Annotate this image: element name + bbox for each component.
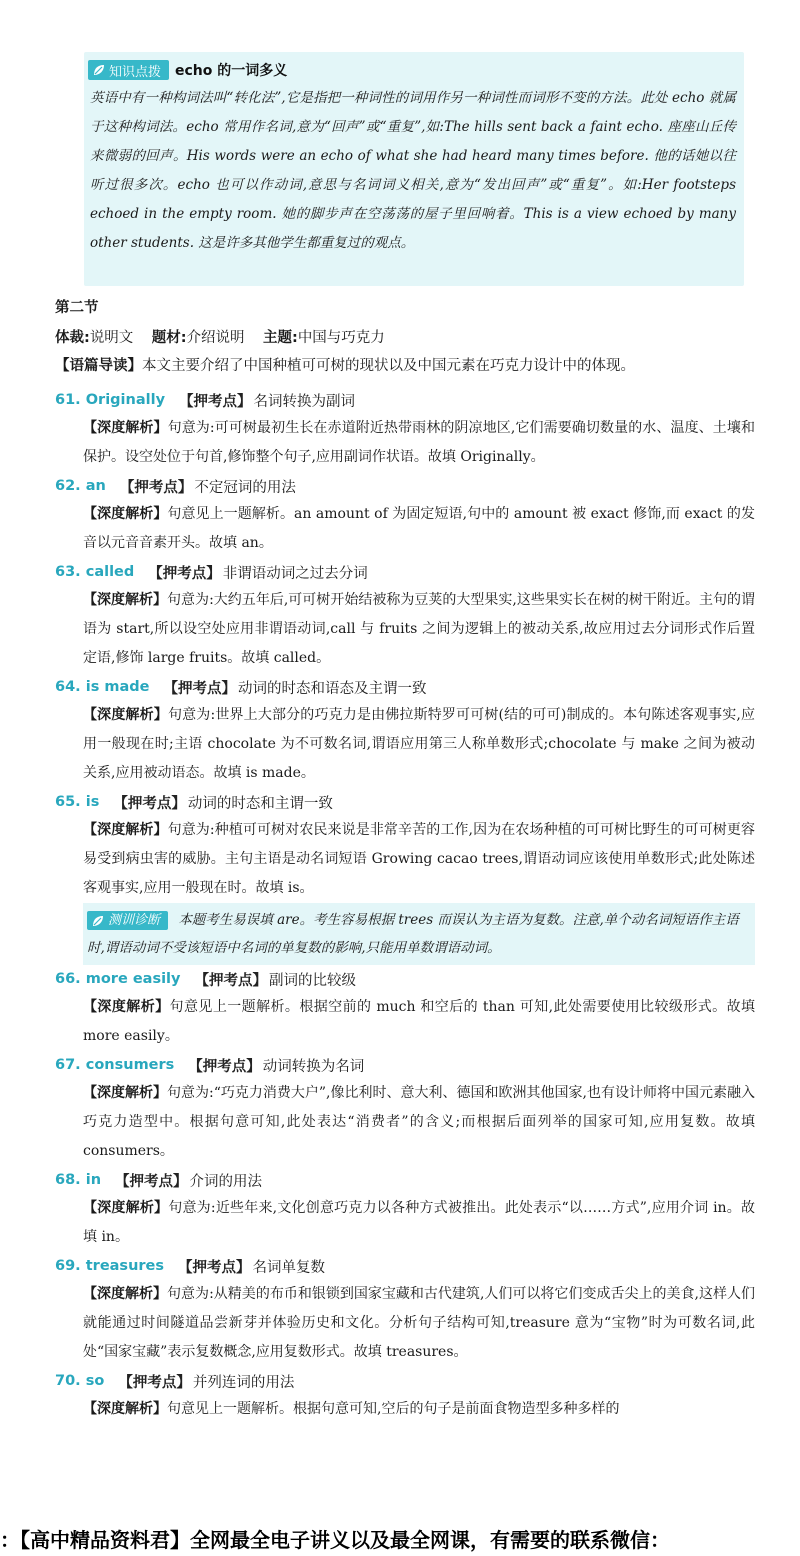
answer-list	[55, 386, 755, 1424]
answer-item	[55, 386, 755, 472]
answer-line	[55, 472, 755, 500]
analysis	[83, 993, 755, 1051]
kp-text: 动词的时态和主谓一致	[187, 795, 333, 812]
knowledge-box	[84, 52, 744, 286]
answer-line	[55, 965, 755, 993]
test-diagnosis-box	[83, 903, 755, 965]
kp-text: 非谓语动词之过去分词	[222, 565, 368, 582]
test-tag	[87, 911, 168, 930]
answer: 70. so	[55, 1373, 105, 1389]
kp-text: 名词单复数	[252, 1259, 326, 1276]
kp-text: 介词的用法	[189, 1173, 263, 1190]
answer-item	[55, 788, 755, 903]
guide-label: 【语篇导读】	[55, 358, 142, 374]
kp-label: 【押考点】	[148, 565, 221, 582]
kp-label: 【押考点】	[118, 1374, 191, 1391]
theme-value: 中国与巧克力	[297, 330, 385, 346]
analysis-text: 句意为:从精美的布币和银锁到国家宝藏和古代建筑,人们可以将它们变成舌尖上的美食,这样人们就能通过时间隧道品尝新芽并体验历史和文化。分析句子结构可知,treasure 意为“宝物”时为可数名词,此处“国家宝藏”表示复数概念,应用复数形式。故填 treasures。	[83, 1286, 755, 1360]
kp-text: 副词的比较级	[268, 972, 356, 989]
answer: 63. called	[55, 564, 135, 580]
footer-banner: ：【高中精品资料君】全网最全电子讲义以及最全网课，有需要的联系微信：	[0, 1528, 670, 1552]
analysis	[83, 1395, 755, 1424]
kp-label: 【押考点】	[113, 795, 186, 812]
kp-label: 【押考点】	[194, 972, 267, 989]
analysis	[83, 816, 755, 903]
topic-value: 介绍说明	[186, 330, 245, 346]
answer-item	[55, 965, 755, 1051]
answer-line	[55, 1051, 755, 1079]
answer: 65. is	[55, 794, 100, 810]
answer-item	[55, 472, 755, 558]
analysis-label: 【深度解析】	[83, 1401, 167, 1417]
theme-label: 主题:	[263, 330, 298, 346]
analysis-label: 【深度解析】	[83, 420, 168, 436]
answer: 69. treasures	[55, 1258, 165, 1274]
analysis-text: 句意为:可可树最初生长在赤道附近热带雨林的阴凉地区,它们需要确切数量的水、温度、土壤和保护。设空处位于句首,修饰整个句子,应用副词作状语。故填 Originally。	[83, 420, 755, 465]
answer: 68. in	[55, 1172, 102, 1188]
section-meta	[55, 326, 755, 347]
analysis-label: 【深度解析】	[83, 1286, 168, 1302]
kp-label: 【押考点】	[119, 479, 193, 496]
knowledge-tag	[88, 60, 169, 80]
analysis	[83, 1280, 755, 1367]
section-heading: 第二节	[55, 300, 99, 316]
analysis	[83, 701, 755, 788]
kp-text: 不定冠词的用法	[194, 479, 296, 496]
kp-label: 【押考点】	[163, 680, 236, 697]
knowledge-tag-label: 知识点拨	[109, 64, 162, 80]
answer-item	[55, 1166, 755, 1252]
section-title	[55, 296, 755, 317]
leaf-icon	[91, 914, 105, 928]
analysis-label: 【深度解析】	[83, 506, 168, 522]
analysis	[83, 414, 755, 472]
knowledge-body: 英语中有一种构词法叫“转化法”,它是指把一种词性的词用作另一种词性而词形不变的方法。此处 echo 就属于这种构词法。echo 常用作名词,意为“回声”或“重复”,如:The hills sent back a faint echo. 座座山丘传来微弱的回声。His words were an echo of what she had heard many times before. 他的话她以往听过很多次。echo 也可以作动词,意思与名词词义相关,意为“发出回声”或“重复”。如:Her footsteps echoed in the empty room. 她的脚步声在空荡荡的屋子里回响着。This is a view echoed by many other students. 这是许多其他学生都重复过的观点。	[90, 90, 736, 251]
kp-text: 动词转换为名词	[262, 1058, 365, 1075]
kp-text: 并列连词的用法	[192, 1374, 295, 1391]
analysis-text: 句意见上一题解析。an amount of 为固定短语,句中的 amount 被 exact 修饰,而 exact 的发音以元音音素开头。故填 an。	[83, 506, 756, 551]
knowledge-title: echo 的一词多义	[175, 63, 288, 79]
answer-line	[55, 386, 755, 414]
analysis-text: 句意为:大约五年后,可可树开始结被称为豆荚的大型果实,这些果实长在树的树干附近。主句的谓语为 start,所以设空处应用非谓语动词,call 与 fruits 之间为逻辑上的被动关系,故应用过去分词形式作后置定语,修饰 large fruits。故填 called。	[83, 592, 755, 666]
leaf-icon	[92, 63, 106, 77]
answer-line	[55, 1166, 755, 1194]
answer: 62. an	[55, 478, 106, 494]
answer-line	[55, 1252, 755, 1280]
answer-item	[55, 1051, 755, 1166]
reading-guide	[55, 354, 755, 375]
answer-item	[55, 1367, 755, 1424]
guide-text: 本文主要介绍了中国种植可可树的现状以及中国元素在巧克力设计中的体现。	[142, 358, 635, 374]
kp-label: 【押考点】	[115, 1173, 188, 1190]
analysis	[83, 1194, 755, 1252]
kp-text: 动词的时态和语态及主谓一致	[238, 680, 427, 697]
analysis-label: 【深度解析】	[83, 1200, 169, 1216]
kp-label: 【押考点】	[188, 1058, 261, 1075]
answer: 64. is made	[55, 679, 150, 695]
answer: 67. consumers	[55, 1057, 175, 1073]
kp-label: 【押考点】	[179, 393, 252, 410]
test-tag-label: 测训诊断	[108, 912, 161, 928]
analysis-label: 【深度解析】	[83, 707, 168, 723]
analysis-text: 句意为:种植可可树对农民来说是非常辛苦的工作,因为在农场种植的可可树比野生的可可树更容易受到病虫害的威胁。主句主语是动名词短语 Growing cacao trees,谓语动词应该使用单数形式;此处陈述客观事实,应用一般现在时。故填 is。	[83, 822, 755, 896]
analysis	[83, 1079, 755, 1166]
answer: 66. more easily	[55, 971, 181, 987]
answer-item	[55, 673, 755, 788]
answer-line	[55, 788, 755, 816]
analysis-text: 句意为:世界上大部分的巧克力是由佛拉斯特罗可可树(结的可可)制成的。本句陈述客观事实,应用一般现在时;主语 chocolate 为不可数名词,谓语应用第三人称单数形式;chocolate 与 make 之间为被动关系,应用被动语态。故填 is made。	[83, 707, 755, 781]
answer-line	[55, 1367, 755, 1395]
analysis-label: 【深度解析】	[83, 999, 170, 1015]
analysis	[83, 500, 755, 558]
analysis-text: 句意为:近些年来,文化创意巧克力以各种方式被推出。此处表示“以……方式”,应用介词 in。故填 in。	[83, 1200, 755, 1245]
answer-line	[55, 558, 755, 586]
kp-label: 【押考点】	[178, 1259, 251, 1276]
analysis-label: 【深度解析】	[83, 592, 168, 608]
genre-label: 体裁:	[55, 330, 90, 346]
analysis-text: 句意为:“巧克力消费大户”,像比利时、意大利、德国和欧洲其他国家,也有设计师将中国元素融入巧克力造型中。根据句意可知,此处表达“消费者”的含义;而根据后面列举的国家可知,应用复数。故填 consumers。	[83, 1085, 755, 1159]
analysis	[83, 586, 755, 673]
analysis-text: 句意见上一题解析。根据空前的 much 和空后的 than 可知,此处需要使用比较级形式。故填 more easily。	[83, 999, 756, 1044]
topic-label: 题材:	[151, 330, 187, 346]
answer: 61. Originally	[55, 392, 166, 408]
answer-line	[55, 673, 755, 701]
analysis-text: 句意见上一题解析。根据句意可知,空后的句子是前面食物造型多种多样的	[167, 1401, 620, 1417]
kp-text: 名词转换为副词	[253, 393, 356, 410]
analysis-label: 【深度解析】	[83, 822, 168, 838]
answer-item	[55, 558, 755, 673]
answer-item	[55, 1252, 755, 1367]
knowledge-box-header	[88, 58, 736, 82]
genre-value: 说明文	[89, 330, 134, 346]
analysis-label: 【深度解析】	[83, 1085, 168, 1101]
test-text: 本题考生易误填 are。考生容易根据 trees 而误认为主语为复数。注意,单个动名词短语作主语时,谓语动词不受该短语中名词的单复数的影响,只能用单数谓语动词。	[87, 912, 739, 956]
